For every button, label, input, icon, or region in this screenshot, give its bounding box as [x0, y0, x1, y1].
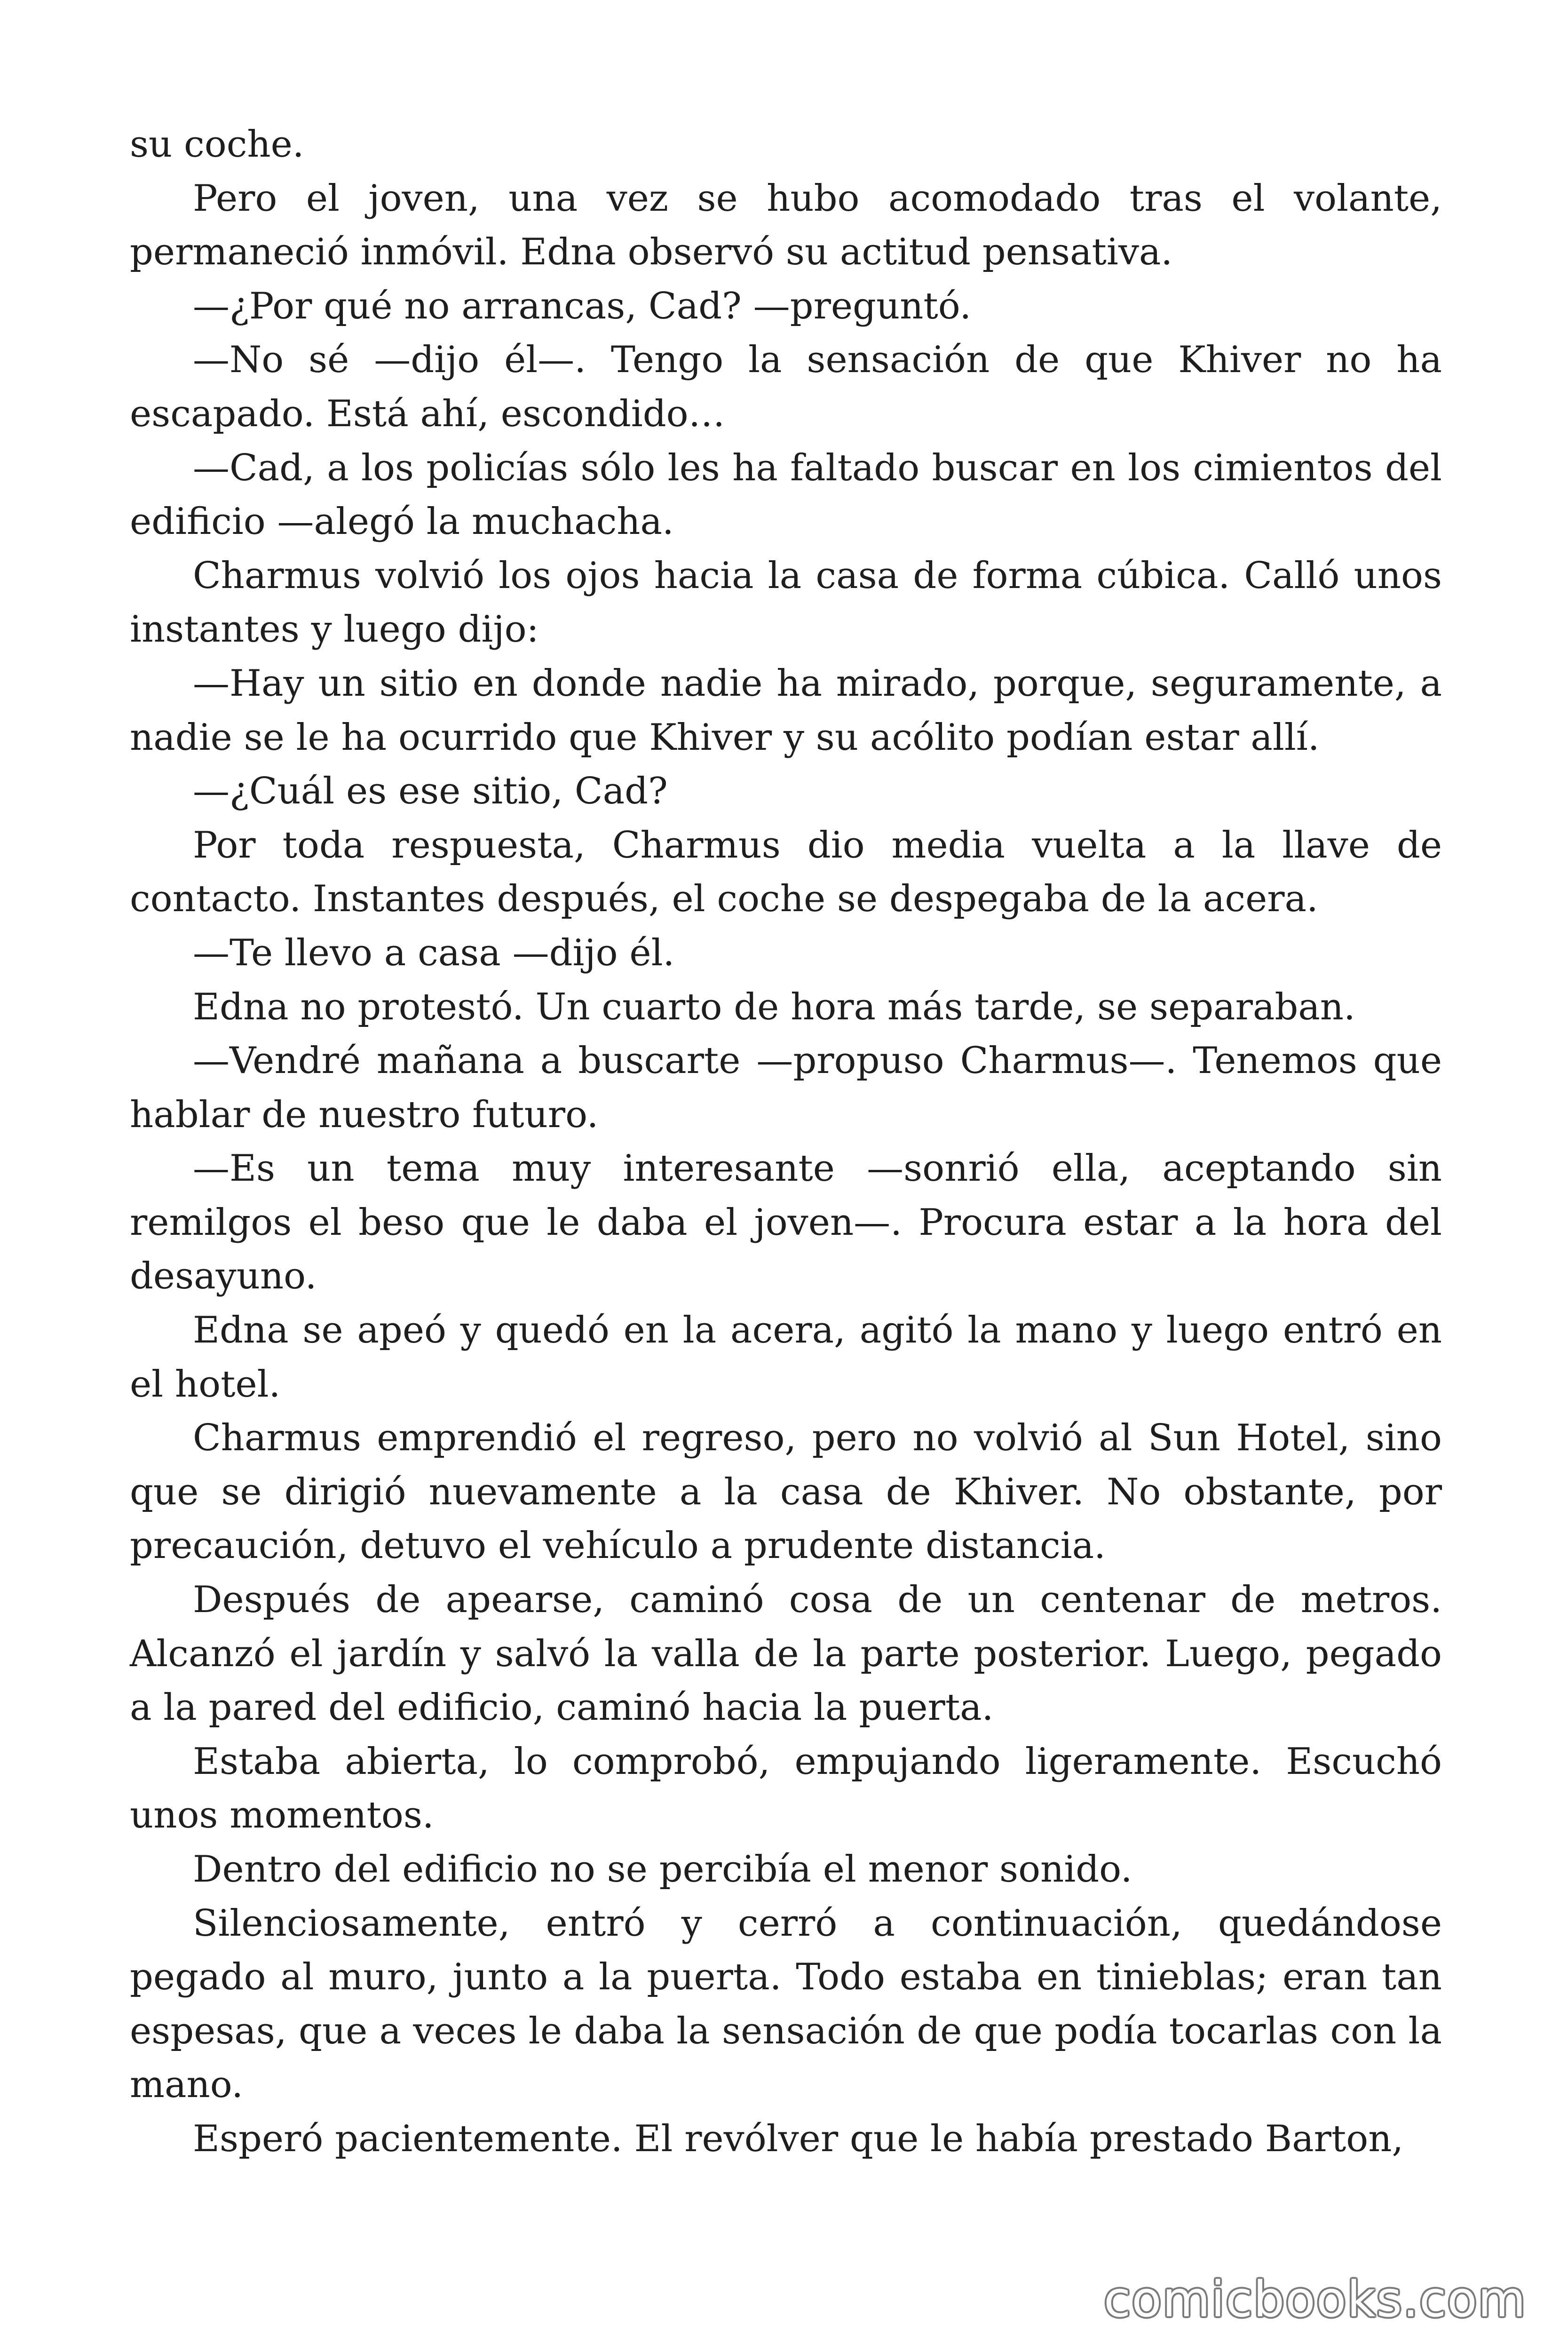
watermark-logo: comicbooks.com — [1103, 2271, 1527, 2328]
paragraph-18: Dentro del edificio no se percibía el menor sonido. — [193, 1848, 1132, 1891]
paragraph-6: Charmus volvió los ojos hacia la casa de forma cúbica. Calló unos instantes y luego dijo: — [130, 554, 1442, 651]
paragraph-8: —¿Cuál es ese sitio, Cad? — [193, 770, 668, 813]
paragraph-7: —Hay un sitio en donde nadie ha mirado, porque, seguramente, a nadie se le ha ocurrido que Khiver y su acólito podían estar allí. — [130, 662, 1442, 759]
paragraph-9: Por toda respuesta, Charmus dio media vuelta a la llave de contacto. Instantes después, el coche se despegaba de la acera. — [130, 824, 1442, 921]
paragraph-5: —Cad, a los policías sólo les ha faltado buscar en los cimientos del edificio —alegó la muchacha. — [130, 446, 1442, 543]
paragraph-10: —Te llevo a casa —dijo él. — [193, 931, 675, 974]
paragraph-20: Esperó pacientemente. El revólver que le había prestado Barton, — [193, 2117, 1404, 2160]
paragraph-16: Después de apearse, caminó cosa de un centenar de metros. Alcanzó el jardín y salvó la valla de la parte posterior. Luego, pegado a la pared del edificio, caminó hacia la puerta. — [130, 1579, 1442, 1729]
paragraph-17: Estaba abierta, lo comprobó, empujando ligeramente. Escuchó unos momentos. — [130, 1740, 1442, 1837]
paragraph-15: Charmus emprendió el regreso, pero no volvió al Sun Hotel, sino que se dirigió nuevamente a la casa de Khiver. No obstante, por precaución, detuvo el vehículo a prudente distancia. — [130, 1417, 1442, 1567]
paragraph-1: su coche. — [130, 123, 304, 166]
paragraph-2: Pero el joven, una vez se hubo acomodado tras el volante, permaneció inmóvil. Edna observó su actitud pensativa. — [130, 177, 1442, 274]
paragraph-4: —No sé —dijo él—. Tengo la sensación de que Khiver no ha escapado. Está ahí, escondido… — [130, 339, 1442, 435]
paragraph-11: Edna no protestó. Un cuarto de hora más tarde, se separaban. — [193, 985, 1355, 1028]
paragraph-12: —Vendré mañana a buscarte —propuso Charmus—. Tenemos que hablar de nuestro futuro. — [130, 1040, 1442, 1136]
paragraph-3: —¿Por qué no arrancas, Cad? —preguntó. — [193, 285, 972, 327]
body-text — [130, 118, 1442, 2166]
paragraph-13: —Es un tema muy interesante —sonrió ella, aceptando sin remilgos el beso que le daba el joven—. Procura estar a la hora del desayuno. — [130, 1147, 1442, 1298]
paragraph-14: Edna se apeó y quedó en la acera, agitó la mano y luego entró en el hotel. — [130, 1309, 1442, 1406]
paragraph-19: Silenciosamente, entró y cerró a continuación, quedándose pegado al muro, junto a la puerta. Todo estaba en tinieblas; eran tan espesas, que a veces le daba la sensación de que podía tocarlas con la mano. — [130, 1902, 1442, 2106]
